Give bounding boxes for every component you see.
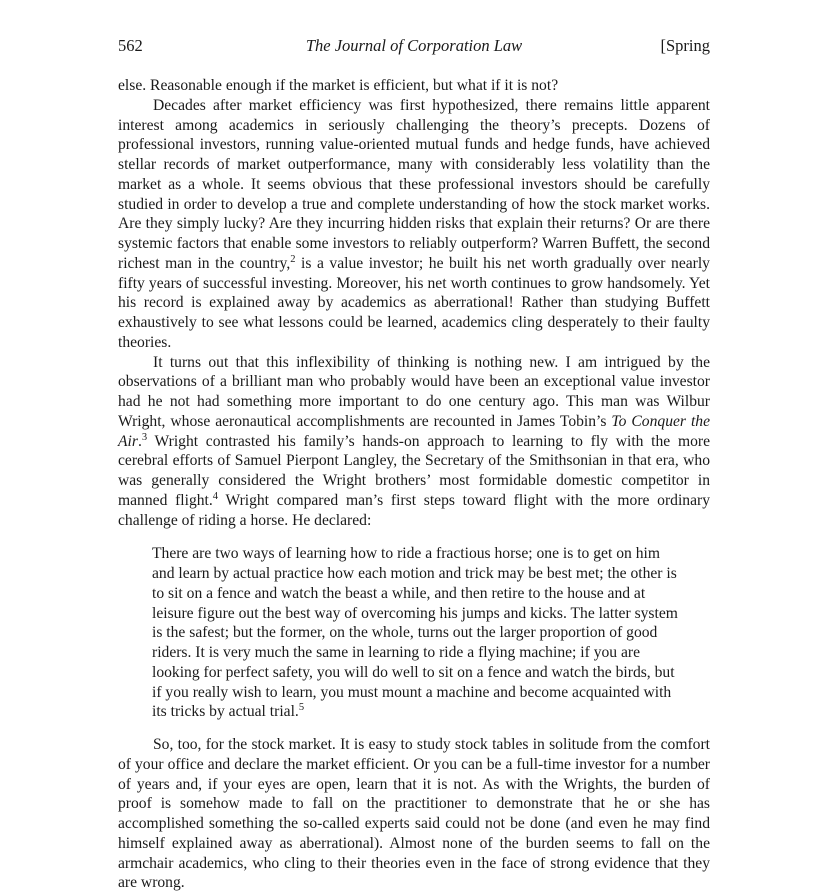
paragraph-text: Decades after market efficiency was first hypothesized, there remains little apparent interest among academics in seriously challenging the theory’s precepts. Dozens of professional investors, running value-oriented mutual funds and hedge funds, have achieved stellar records of market outperformance, many with considerably less volatility than the market as a whole. It seems obvious that these professional investors should be carefully studied in order to develop a true and complete understanding of how the stock market works. Are they simply lucky? Are they incurring hidden risks that explain their returns? Or are there systemic factors that enable some investors to reliably outperform? Warren Buffett, the second richest man in the country, bbox=[118, 96, 710, 272]
paragraph-wright bbox=[118, 353, 710, 531]
book-title: To Conquer the Air bbox=[118, 412, 710, 450]
issue-label: [Spring bbox=[660, 36, 710, 55]
paragraph-text: is a value investor; he built his net worth gradually over nearly fifty years of successful investing. Moreover, his net worth continues to grow handsomely. Yet his record is explained away by academics as aberrational! Rather than studying Buffett exhaustively to see what lessons could be learned, academics cling desperately to their faulty theories. bbox=[118, 254, 710, 351]
paragraph-text: Wright compared man’s first steps toward flight with the more ordinary challenge of riding a horse. He declared: bbox=[118, 491, 711, 529]
footnote-ref-2[interactable]: 2 bbox=[290, 253, 296, 265]
paragraph-market-efficiency bbox=[118, 96, 710, 353]
footnote-ref-3[interactable]: 3 bbox=[141, 431, 148, 443]
running-head bbox=[118, 35, 710, 57]
paragraph-text: It turns out that this inflexibility of thinking is nothing new. I am intrigued by the observations of a brilliant man who probably would have been an exceptional value investor had he not had something more important to do one century ago. This man was Wilbur Wright, whose aeronautical accomplishments are recounted in James Tobin’s bbox=[118, 353, 710, 430]
article-body bbox=[118, 76, 710, 893]
paragraph-text: . bbox=[137, 432, 142, 450]
paragraph-text: else. Reasonable enough if the market is efficient, but what if it is not? bbox=[118, 77, 559, 94]
footnote-ref-5[interactable]: 5 bbox=[298, 702, 305, 714]
quote-text: There are two ways of learning how to ride a fractious horse; one is to get on him and learn by actual practice how each motion and trick may be best met; the other is to sit on a fence and watch the beast a while, and then retire to the house and at leisure figure out the best way of overcoming his jumps and kicks. The latter system is the safest; but the former, on the whole, turns out the larger proportion of good riders. It is very much the same in learning to ride a flying machine; if you are looking for perfect safety, you will do well to sit on a fence and watch the birds, but if you really wish to learn, you must mount a machine and become acquainted with its tricks by actual trial. bbox=[152, 545, 678, 721]
paragraph-text: So, too, for the stock market. It is easy to study stock tables in solitude from the comfort of your office and declare the market efficient. Or you can be a full-time investor for a number of years and, if your eyes are open, learn that it is not. As with the Wrights, the burden of proof is somehow made to fall on the practitioner to demonstrate that he or she has accomplished something the so-called experts said could not be done (and even he may find himself explained away as aberrational). Almost none of the burden seems to fall on the armchair academics, who cling to their theories even in the face of strong evidence that they are wrong. bbox=[118, 736, 710, 892]
paragraph-text: Wright contrasted his family’s hands-on approach to learning to fly with the more cerebral efforts of Samuel Pierpont Langley, the Secretary of the Smithsonian in that era, who was generally considered the Wright brothers’ most formidable domestic competitor in manned flight. bbox=[118, 432, 710, 509]
paragraph-continuation bbox=[118, 76, 710, 96]
page-number: 562 bbox=[118, 36, 143, 55]
footnote-ref-4[interactable]: 4 bbox=[212, 490, 219, 502]
block-quote bbox=[152, 544, 678, 722]
journal-title: The Journal of Corporation Law bbox=[305, 36, 523, 55]
paragraph-stock-market bbox=[118, 735, 710, 893]
